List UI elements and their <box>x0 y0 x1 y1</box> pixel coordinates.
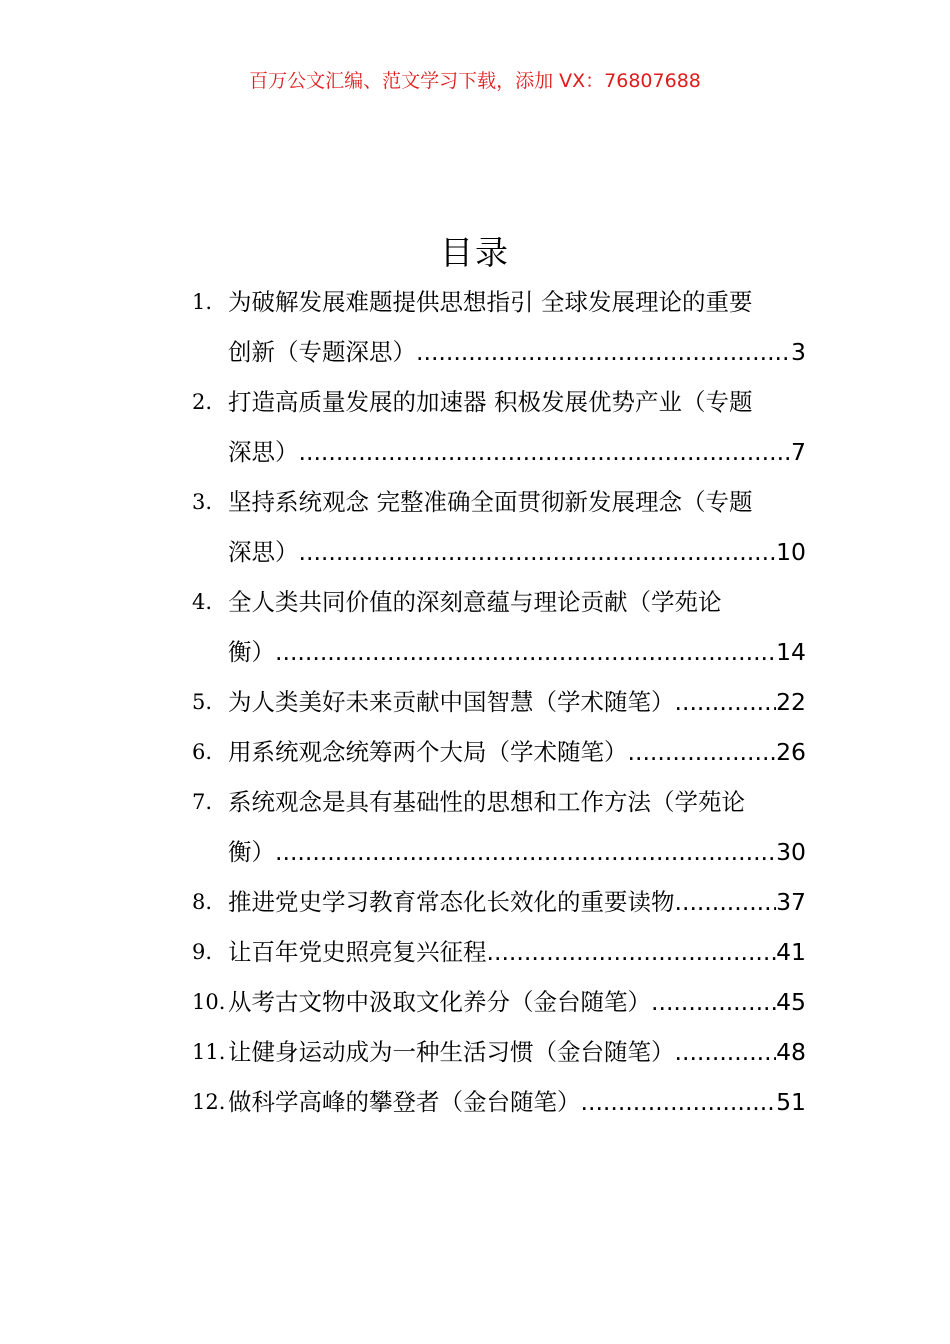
dot-leader <box>275 632 776 672</box>
entry-title: 做科学高峰的攀登者（金台随笔） <box>228 1088 581 1116</box>
entry-number: 3. <box>192 490 213 514</box>
entry-title-cont: 深思） <box>228 438 299 466</box>
dot-leader <box>416 332 791 372</box>
entry-title: 用系统观念统筹两个大局（学术随笔） <box>228 738 628 766</box>
entry-number: 4. <box>192 590 213 614</box>
entry-number: 1. <box>192 290 213 314</box>
entry-page: 45 <box>776 988 806 1016</box>
entry-title: 推进党史学习教育常态化长效化的重要读物 <box>228 888 675 916</box>
entry-page: 48 <box>776 1038 806 1066</box>
entry-number: 9. <box>192 940 213 964</box>
watermark-banner: 百万公文汇编、范文学习下载，添加 VX：76807688 <box>249 70 701 92</box>
dot-leader <box>675 1032 777 1072</box>
entry-page: 37 <box>776 888 806 916</box>
dot-leader <box>675 682 777 722</box>
entry-title: 系统观念是具有基础性的思想和工作方法（学苑论 <box>228 788 745 816</box>
entry-title: 打造高质量发展的加速器 积极发展优势产业（专题 <box>228 388 753 416</box>
toc-entry[interactable] <box>192 282 806 382</box>
toc-entry[interactable] <box>192 482 806 582</box>
entry-title-cont: 深思） <box>228 538 299 566</box>
entry-number: 10. <box>192 990 226 1014</box>
entry-page: 26 <box>776 738 806 766</box>
dot-leader <box>275 832 776 872</box>
dot-leader <box>299 432 792 472</box>
entry-number: 5. <box>192 690 213 714</box>
toc-entry[interactable] <box>192 932 806 982</box>
entry-number: 11. <box>192 1040 226 1064</box>
entry-page: 14 <box>776 638 806 666</box>
entry-page: 3 <box>791 338 806 366</box>
dot-leader <box>581 1082 777 1122</box>
entry-page: 41 <box>776 938 806 966</box>
entry-page: 51 <box>776 1088 806 1116</box>
toc-entry[interactable] <box>192 982 806 1032</box>
toc-entry[interactable] <box>192 732 806 782</box>
toc-entry[interactable] <box>192 882 806 932</box>
dot-leader <box>628 732 777 772</box>
entry-page: 10 <box>776 538 806 566</box>
toc-entry[interactable] <box>192 682 806 732</box>
toc-entry[interactable] <box>192 382 806 482</box>
entry-title: 从考古文物中汲取文化养分（金台随笔） <box>228 988 651 1016</box>
dot-leader <box>487 932 777 972</box>
toc-title: 目录 <box>440 233 510 272</box>
entry-page: 7 <box>791 438 806 466</box>
dot-leader <box>299 532 777 572</box>
entry-title-cont: 衡） <box>228 838 275 866</box>
dot-leader <box>675 882 777 922</box>
entry-title: 让百年党史照亮复兴征程 <box>228 938 487 966</box>
entry-title: 为人类美好未来贡献中国智慧（学术随笔） <box>228 688 675 716</box>
entry-number: 6. <box>192 740 213 764</box>
toc-entry[interactable] <box>192 1082 806 1132</box>
entry-title-cont: 创新（专题深思） <box>228 338 416 366</box>
entry-page: 30 <box>776 838 806 866</box>
toc-entry[interactable] <box>192 582 806 682</box>
entry-number: 2. <box>192 390 213 414</box>
entry-number: 7. <box>192 790 213 814</box>
entry-title: 为破解发展难题提供思想指引 全球发展理论的重要 <box>228 288 753 316</box>
entry-number: 8. <box>192 890 213 914</box>
entry-title: 坚持系统观念 完整准确全面贯彻新发展理念（专题 <box>228 488 753 516</box>
toc-entry[interactable] <box>192 1032 806 1082</box>
entry-page: 22 <box>776 688 806 716</box>
toc-entry[interactable] <box>192 782 806 882</box>
entry-title: 全人类共同价值的深刻意蕴与理论贡献（学苑论 <box>228 588 722 616</box>
entry-number: 12. <box>192 1090 226 1114</box>
dot-leader <box>651 982 776 1022</box>
entry-title: 让健身运动成为一种生活习惯（金台随笔） <box>228 1038 675 1066</box>
entry-title-cont: 衡） <box>228 638 275 666</box>
table-of-contents <box>192 282 806 1132</box>
